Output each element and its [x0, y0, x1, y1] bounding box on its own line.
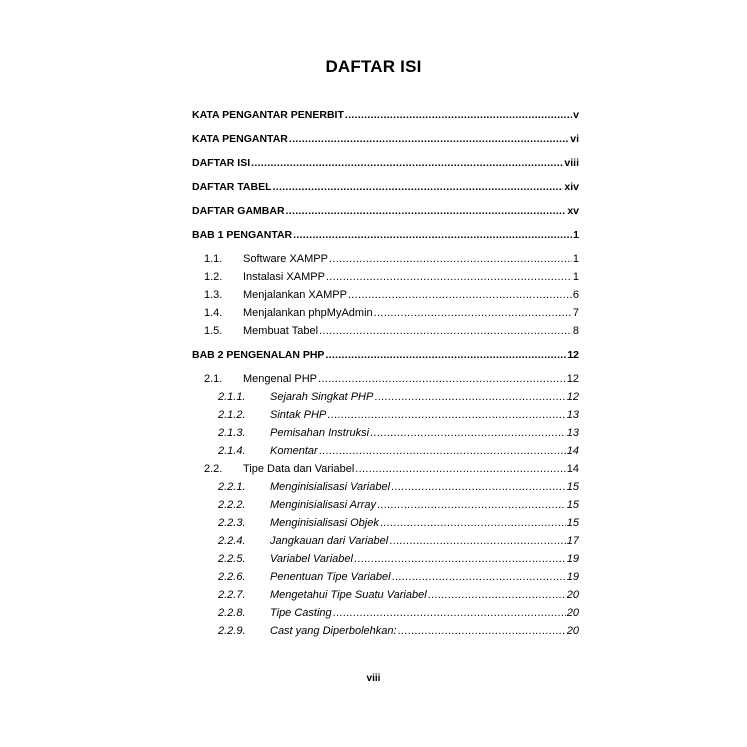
toc-section	[192, 368, 579, 386]
dot-leader	[326, 270, 572, 284]
toc-entry-page: viii	[564, 157, 579, 169]
dot-leader	[377, 498, 566, 512]
toc-entry-page: vi	[570, 133, 579, 145]
dot-leader	[355, 462, 565, 476]
toc-entry-page: 19	[566, 571, 579, 583]
toc-entry-kata-pengantar-penerbit	[192, 104, 579, 122]
toc-entry-daftar-tabel	[192, 176, 579, 194]
page-number: viii	[366, 673, 381, 684]
toc-entry-title: Instalasi XAMPP	[243, 271, 325, 283]
toc-entry-title: DAFTAR GAMBAR	[192, 205, 285, 217]
toc-section	[192, 302, 579, 320]
toc-entry-page: 1	[572, 253, 579, 265]
toc-entry-page: 8	[572, 325, 579, 337]
dot-leader	[348, 288, 572, 302]
dot-leader	[333, 606, 566, 620]
toc-entry-page: 12	[566, 391, 579, 403]
toc-section-number: 2.1.	[204, 373, 223, 385]
toc-entry-page: 20	[566, 625, 579, 637]
toc-entry-title: DAFTAR ISI	[192, 157, 251, 169]
toc-entry-page: xiv	[564, 181, 579, 193]
toc-section-number: 2.2.8.	[218, 607, 246, 619]
dot-leader	[251, 156, 563, 170]
dot-leader	[286, 204, 567, 218]
toc-subsection	[192, 548, 579, 566]
toc-section-number: 2.1.4.	[218, 445, 246, 457]
toc-chapter-bab-1	[192, 224, 579, 242]
toc-section-number: 2.2.6.	[218, 571, 246, 583]
dot-leader	[428, 588, 566, 602]
toc-entry-page: 14	[566, 463, 579, 475]
toc-entry-title: Software XAMPP	[243, 253, 328, 265]
toc-entry-page: 7	[572, 307, 579, 319]
toc-entry-title: Sejarah Singkat PHP	[270, 391, 374, 403]
toc-entry-title: Variabel Variabel	[270, 553, 353, 565]
toc-entry-daftar-isi	[192, 152, 579, 170]
toc-entry-page: 12	[566, 373, 579, 385]
toc-subsection	[192, 386, 579, 404]
toc-subsection	[192, 404, 579, 422]
toc-section-number: 1.2.	[204, 271, 223, 283]
toc-section-number: 1.4.	[204, 307, 223, 319]
toc-entry-title: Menginisialisasi Array	[270, 499, 376, 511]
toc-entry-title: BAB 1 PENGANTAR	[192, 229, 293, 241]
toc-section-number: 2.2.5.	[218, 553, 246, 565]
toc-entry-title: Jangkauan dari Variabel	[270, 535, 389, 547]
toc-entry-kata-pengantar	[192, 128, 579, 146]
toc-entry-title: BAB 2 PENGENALAN PHP	[192, 349, 325, 361]
dot-leader	[293, 228, 572, 242]
toc-entry-page: 13	[566, 427, 579, 439]
toc-entry-title: Menginisialisasi Objek	[270, 517, 379, 529]
dot-leader	[398, 624, 566, 638]
toc-entry-page: 19	[566, 553, 579, 565]
toc-entry-title: KATA PENGANTAR	[192, 133, 288, 145]
dot-leader	[374, 390, 565, 404]
toc-section-number: 2.2.2.	[218, 499, 246, 511]
toc-entry-page: 20	[566, 589, 579, 601]
toc-section-number: 2.2.3.	[218, 517, 246, 529]
dot-leader	[329, 252, 572, 266]
dot-leader	[370, 426, 566, 440]
toc-entry-page: 1	[572, 271, 579, 283]
toc-entry-title: Penentuan Tipe Variabel	[270, 571, 391, 583]
toc-entry-page: 20	[566, 607, 579, 619]
dot-leader	[319, 444, 566, 458]
toc-subsection	[192, 494, 579, 512]
toc-entry-title: DAFTAR TABEL	[192, 181, 272, 193]
dot-leader	[345, 108, 572, 122]
toc-section-number: 2.1.3.	[218, 427, 246, 439]
dot-leader	[289, 132, 569, 146]
toc-entry-page: 14	[566, 445, 579, 457]
toc-entry-page: v	[573, 109, 579, 121]
toc-section	[192, 248, 579, 266]
dot-leader	[319, 324, 572, 338]
toc-entry-page: 15	[566, 499, 579, 511]
toc-entry-page: 13	[566, 409, 579, 421]
toc-entry-page: xv	[567, 205, 579, 217]
toc-entry-title: Menjalankan XAMPP	[243, 289, 347, 301]
toc-section-number: 2.1.2.	[218, 409, 246, 421]
toc-section-number: 2.2.	[204, 463, 223, 475]
toc-entry-title: Tipe Casting	[270, 607, 332, 619]
toc-entry-title: Sintak PHP	[270, 409, 327, 421]
toc-section	[192, 458, 579, 476]
toc-entry-page: 12	[567, 349, 579, 361]
toc-subsection	[192, 512, 579, 530]
toc-entry-title: Komentar	[270, 445, 318, 457]
toc-entry-daftar-gambar	[192, 200, 579, 218]
toc-entry-title: Membuat Tabel	[243, 325, 319, 337]
toc-entry-title: Cast yang Diperbolehkan:	[270, 625, 397, 637]
toc-section-number: 2.2.4.	[218, 535, 246, 547]
toc-entry-title: Pemisahan Instruksi	[270, 427, 370, 439]
toc-section-number: 2.2.7.	[218, 589, 246, 601]
table-of-contents	[192, 104, 579, 638]
toc-section	[192, 284, 579, 302]
toc-section-number: 1.1.	[204, 253, 223, 265]
toc-entry-page: 6	[572, 289, 579, 301]
toc-entry-title: Tipe Data dan Variabel	[243, 463, 355, 475]
dot-leader	[392, 570, 566, 584]
toc-section-number: 2.2.1.	[218, 481, 246, 493]
dot-leader	[389, 534, 566, 548]
toc-subsection	[192, 530, 579, 548]
toc-entry-title: KATA PENGANTAR PENERBIT	[192, 109, 344, 121]
dot-leader	[374, 306, 572, 320]
dot-leader	[318, 372, 566, 386]
toc-entry-title: Menjalankan phpMyAdmin	[243, 307, 373, 319]
toc-entry-title: Mengenal PHP	[243, 373, 317, 385]
toc-section-number: 2.2.9.	[218, 625, 246, 637]
toc-entry-page: 15	[566, 481, 579, 493]
toc-section-number: 1.3.	[204, 289, 223, 301]
toc-entry-title: Mengetahui Tipe Suatu Variabel	[270, 589, 427, 601]
toc-section-number: 2.1.1.	[218, 391, 246, 403]
toc-section-number: 1.5.	[204, 325, 223, 337]
toc-chapter-bab-2	[192, 344, 579, 362]
toc-subsection	[192, 422, 579, 440]
toc-entry-page: 1	[573, 229, 579, 241]
toc-section	[192, 320, 579, 338]
dot-leader	[391, 480, 566, 494]
toc-subsection	[192, 440, 579, 458]
dot-leader	[273, 180, 564, 194]
toc-subsection	[192, 602, 579, 620]
toc-subsection	[192, 584, 579, 602]
dot-leader	[327, 408, 566, 422]
toc-section	[192, 266, 579, 284]
toc-entry-page: 15	[566, 517, 579, 529]
toc-entry-page: 17	[566, 535, 579, 547]
toc-subsection	[192, 476, 579, 494]
dot-leader	[325, 348, 566, 362]
page-title: DAFTAR ISI	[325, 57, 422, 76]
toc-subsection	[192, 620, 579, 638]
toc-subsection	[192, 566, 579, 584]
dot-leader	[380, 516, 566, 530]
dot-leader	[354, 552, 566, 566]
toc-entry-title: Menginisialisasi Variabel	[270, 481, 391, 493]
